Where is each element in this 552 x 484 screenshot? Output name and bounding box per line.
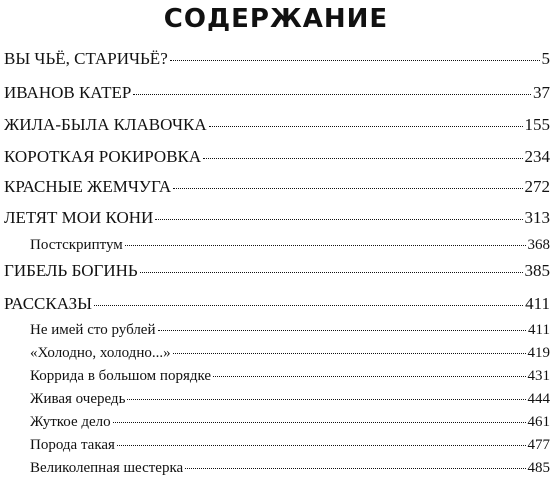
toc-entry-page: 431 xyxy=(527,368,550,384)
toc-entry-page: 411 xyxy=(528,322,550,338)
toc-subentry[interactable] xyxy=(30,235,550,255)
toc-entry-page: 477 xyxy=(527,437,550,453)
toc-entry-title: Великолепная шестерка xyxy=(30,460,184,476)
dot-leader xyxy=(117,445,526,446)
page-title: СОДЕРЖАНИЕ xyxy=(163,4,389,34)
toc-entry-title: Порода такая xyxy=(30,437,115,453)
dot-leader xyxy=(127,399,525,400)
dot-leader xyxy=(94,305,523,306)
dot-leader xyxy=(173,353,526,354)
dot-leader xyxy=(173,188,522,189)
toc-entry-page: 37 xyxy=(533,83,550,102)
toc-entry[interactable] xyxy=(4,82,550,104)
toc-entry-title: Постскриптум xyxy=(30,237,123,253)
toc-entry-title: Жуткое дело xyxy=(30,414,111,430)
dot-leader xyxy=(125,245,526,246)
toc-entry[interactable] xyxy=(4,260,550,282)
toc-subentry[interactable] xyxy=(30,366,550,386)
toc-entry-page: 313 xyxy=(524,208,550,227)
toc-entry-page: 419 xyxy=(527,345,550,361)
dot-leader xyxy=(113,422,526,423)
toc-entry[interactable] xyxy=(4,176,550,198)
toc-entry-title: ЖИЛА-БЫЛА КЛАВОЧКА xyxy=(4,115,207,134)
toc-entry-page: 272 xyxy=(524,177,550,196)
toc-entry-page: 234 xyxy=(524,147,550,166)
toc-entry-page: 155 xyxy=(524,115,550,134)
toc-entry-title: КРАСНЫЕ ЖЕМЧУГА xyxy=(4,177,172,196)
toc-subentry[interactable] xyxy=(30,435,550,455)
toc-subentry[interactable] xyxy=(30,458,550,478)
toc-entry-page: 485 xyxy=(527,460,550,476)
toc-subentry[interactable] xyxy=(30,320,550,340)
toc-entry-title: ВЫ ЧЬЁ, СТАРИЧЬЁ? xyxy=(4,49,168,68)
toc-entry[interactable] xyxy=(4,48,550,70)
toc-entry-title: «Холодно, холодно...» xyxy=(30,345,171,361)
toc-entry[interactable] xyxy=(4,293,550,315)
toc-entry-title: Не имей сто рублей xyxy=(30,322,156,338)
dot-leader xyxy=(155,219,522,220)
toc-subentry[interactable] xyxy=(30,343,550,363)
dot-leader xyxy=(203,158,522,159)
dot-leader xyxy=(140,272,523,273)
toc-entry-title: Коррида в большом порядке xyxy=(30,368,212,384)
dot-leader xyxy=(133,94,531,95)
dot-leader xyxy=(170,60,540,61)
dot-leader xyxy=(213,376,525,377)
toc-entry-page: 368 xyxy=(527,237,550,253)
toc-subentry[interactable] xyxy=(30,389,550,409)
toc-subentry[interactable] xyxy=(30,412,550,432)
toc-entry-title: РАССКАЗЫ xyxy=(4,294,92,313)
toc-entry-page: 461 xyxy=(527,414,550,430)
toc-entry-title: ГИБЕЛЬ БОГИНЬ xyxy=(4,261,138,280)
toc-entry-page: 444 xyxy=(527,391,550,407)
toc-entry[interactable] xyxy=(4,114,550,136)
toc-entry-title: Живая очередь xyxy=(30,391,126,407)
dot-leader xyxy=(209,126,523,127)
dot-leader xyxy=(158,330,527,331)
toc-entry-page: 5 xyxy=(541,49,550,68)
toc-entry-title: ИВАНОВ КАТЕР xyxy=(4,83,132,102)
toc-entry[interactable] xyxy=(4,146,550,168)
toc-entry-page: 385 xyxy=(524,261,550,280)
toc-entry-page: 411 xyxy=(525,294,550,313)
toc-entry-title: ЛЕТЯТ МОИ КОНИ xyxy=(4,208,154,227)
toc-entry[interactable] xyxy=(4,207,550,229)
toc-entry-title: КОРОТКАЯ РОКИРОВКА xyxy=(4,147,202,166)
dot-leader xyxy=(185,468,525,469)
